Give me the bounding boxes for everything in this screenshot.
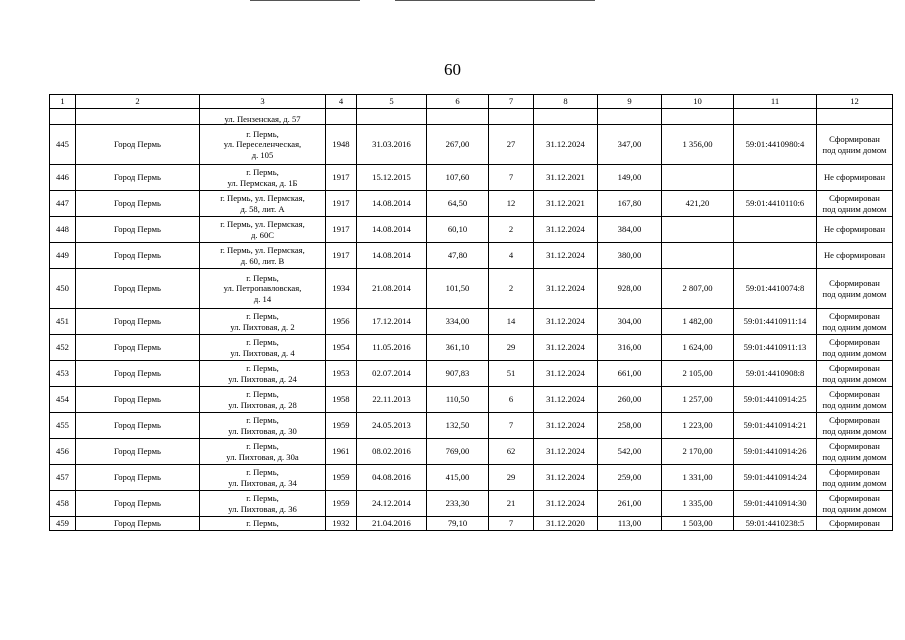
cell-col-12 <box>817 109 893 125</box>
cell-col-10: 1 223,00 <box>662 413 734 439</box>
top-rule-right <box>395 0 595 1</box>
cell-col-4: 1917 <box>326 243 357 269</box>
cell-col-7: 12 <box>489 191 534 217</box>
cell-col-12: Сформирован под одним домом <box>817 125 893 165</box>
cell-col-3: г. Пермь, ул. Пермская, д. 60, лит. В <box>200 243 326 269</box>
cell-col-4: 1961 <box>326 439 357 465</box>
cell-col-9: 304,00 <box>598 309 662 335</box>
cell-col-9: 260,00 <box>598 387 662 413</box>
page-number: 60 <box>444 60 461 79</box>
cell-col-7: 7 <box>489 517 534 531</box>
cell-col-2: Город Пермь <box>76 361 200 387</box>
table-row <box>50 517 893 531</box>
cell-col-2: Город Пермь <box>76 125 200 165</box>
cell-col-8: 31.12.2024 <box>534 269 598 309</box>
cell-col-10 <box>662 217 734 243</box>
cell-col-6: 110,50 <box>427 387 489 413</box>
cell-col-2: Город Пермь <box>76 517 200 531</box>
cell-col-8: 31.12.2024 <box>534 491 598 517</box>
cell-col-1: 1 <box>50 95 76 109</box>
cell-col-1: 447 <box>50 191 76 217</box>
cell-col-6: 361,10 <box>427 335 489 361</box>
cell-col-10: 1 356,00 <box>662 125 734 165</box>
cell-col-12: Не сформирован <box>817 243 893 269</box>
cell-col-1: 456 <box>50 439 76 465</box>
cell-col-4: 1917 <box>326 191 357 217</box>
cell-col-9: 167,80 <box>598 191 662 217</box>
cell-col-6: 132,50 <box>427 413 489 439</box>
cell-col-2: 2 <box>76 95 200 109</box>
cell-col-5 <box>357 109 427 125</box>
table-row <box>50 387 893 413</box>
cell-col-9: 928,00 <box>598 269 662 309</box>
cell-col-9: 258,00 <box>598 413 662 439</box>
cell-col-5: 14.08.2014 <box>357 217 427 243</box>
cell-col-3: г. Пермь, <box>200 517 326 531</box>
continued-row <box>50 109 893 125</box>
cell-col-8: 31.12.2024 <box>534 309 598 335</box>
cell-col-7 <box>489 109 534 125</box>
cell-col-1: 453 <box>50 361 76 387</box>
cell-col-12: Сформирован под одним домом <box>817 361 893 387</box>
cell-col-11: 59:01:4410074:8 <box>734 269 817 309</box>
cell-col-5: 11.05.2016 <box>357 335 427 361</box>
cell-col-11 <box>734 243 817 269</box>
table-body <box>50 95 893 531</box>
cell-col-3: ул. Пензенская, д. 57 <box>200 109 326 125</box>
cell-col-7: 29 <box>489 465 534 491</box>
cell-col-7: 21 <box>489 491 534 517</box>
table-row <box>50 243 893 269</box>
cell-col-4: 1956 <box>326 309 357 335</box>
cell-col-5: 08.02.2016 <box>357 439 427 465</box>
cell-col-12: Сформирован под одним домом <box>817 465 893 491</box>
column-number-row <box>50 95 893 109</box>
cell-col-9: 261,00 <box>598 491 662 517</box>
table-row <box>50 191 893 217</box>
cell-col-9: 149,00 <box>598 165 662 191</box>
cell-col-5: 02.07.2014 <box>357 361 427 387</box>
cell-col-8: 31.12.2024 <box>534 387 598 413</box>
cell-col-9: 113,00 <box>598 517 662 531</box>
cell-col-12: Сформирован под одним домом <box>817 491 893 517</box>
cell-col-7: 14 <box>489 309 534 335</box>
cell-col-2 <box>76 109 200 125</box>
cell-col-1: 452 <box>50 335 76 361</box>
cell-col-8: 31.12.2024 <box>534 243 598 269</box>
cell-col-7: 29 <box>489 335 534 361</box>
cell-col-2: Город Пермь <box>76 335 200 361</box>
cell-col-2: Город Пермь <box>76 217 200 243</box>
cell-col-4: 1917 <box>326 165 357 191</box>
cell-col-12: Сформирован под одним домом <box>817 439 893 465</box>
cell-col-11: 59:01:4410110:6 <box>734 191 817 217</box>
cell-col-11 <box>734 109 817 125</box>
cell-col-7: 2 <box>489 269 534 309</box>
cell-col-6: 907,83 <box>427 361 489 387</box>
cell-col-5: 14.08.2014 <box>357 191 427 217</box>
cell-col-4 <box>326 109 357 125</box>
cell-col-8: 8 <box>534 95 598 109</box>
cell-col-8: 31.12.2021 <box>534 165 598 191</box>
cell-col-3: г. Пермь, ул. Пихтовая, д. 30 <box>200 413 326 439</box>
cell-col-2: Город Пермь <box>76 439 200 465</box>
cell-col-11: 59:01:4410980:4 <box>734 125 817 165</box>
cell-col-10: 10 <box>662 95 734 109</box>
cell-col-9: 316,00 <box>598 335 662 361</box>
table-row <box>50 491 893 517</box>
cell-col-9: 661,00 <box>598 361 662 387</box>
cell-col-4: 1953 <box>326 361 357 387</box>
cell-col-11 <box>734 165 817 191</box>
cell-col-6 <box>427 109 489 125</box>
cell-col-8: 31.12.2024 <box>534 217 598 243</box>
table-row <box>50 361 893 387</box>
cell-col-7: 27 <box>489 125 534 165</box>
cell-col-3: г. Пермь, ул. Переселенческая, д. 105 <box>200 125 326 165</box>
cell-col-1: 448 <box>50 217 76 243</box>
cell-col-11: 59:01:4410914:25 <box>734 387 817 413</box>
cell-col-11: 59:01:4410238:5 <box>734 517 817 531</box>
table-row <box>50 217 893 243</box>
cell-col-11: 59:01:4410914:21 <box>734 413 817 439</box>
cell-col-11: 59:01:4410911:14 <box>734 309 817 335</box>
table-row <box>50 165 893 191</box>
cell-col-6: 267,00 <box>427 125 489 165</box>
cell-col-10: 2 105,00 <box>662 361 734 387</box>
cell-col-4: 1932 <box>326 517 357 531</box>
cell-col-1: 449 <box>50 243 76 269</box>
table-row <box>50 125 893 165</box>
cell-col-1: 446 <box>50 165 76 191</box>
cell-col-10: 1 503,00 <box>662 517 734 531</box>
cell-col-1: 450 <box>50 269 76 309</box>
cell-col-8: 31.12.2024 <box>534 465 598 491</box>
cell-col-11: 59:01:4410914:26 <box>734 439 817 465</box>
cell-col-7: 7 <box>489 95 534 109</box>
cell-col-12: Сформирован под одним домом <box>817 269 893 309</box>
cell-col-11: 59:01:4410911:13 <box>734 335 817 361</box>
cell-col-4: 1958 <box>326 387 357 413</box>
cell-col-8: 31.12.2024 <box>534 439 598 465</box>
cell-col-9: 347,00 <box>598 125 662 165</box>
cell-col-12: Сформирован под одним домом <box>817 191 893 217</box>
cell-col-4: 4 <box>326 95 357 109</box>
cell-col-5: 21.04.2016 <box>357 517 427 531</box>
cell-col-10 <box>662 243 734 269</box>
cell-col-3: г. Пермь, ул. Пихтовая, д. 36 <box>200 491 326 517</box>
cell-col-7: 4 <box>489 243 534 269</box>
cell-col-9: 9 <box>598 95 662 109</box>
cell-col-10 <box>662 109 734 125</box>
cell-col-4: 1934 <box>326 269 357 309</box>
cell-col-8 <box>534 109 598 125</box>
cell-col-10: 2 170,00 <box>662 439 734 465</box>
cell-col-3: г. Пермь, ул. Пермская, д. 60С <box>200 217 326 243</box>
cell-col-11: 59:01:4410908:8 <box>734 361 817 387</box>
cell-col-5: 14.08.2014 <box>357 243 427 269</box>
cell-col-2: Город Пермь <box>76 165 200 191</box>
cell-col-3: 3 <box>200 95 326 109</box>
cell-col-1: 459 <box>50 517 76 531</box>
cell-col-2: Город Пермь <box>76 491 200 517</box>
cell-col-2: Город Пермь <box>76 269 200 309</box>
cell-col-12: Сформирован <box>817 517 893 531</box>
cell-col-4: 1917 <box>326 217 357 243</box>
cell-col-2: Город Пермь <box>76 243 200 269</box>
cell-col-8: 31.12.2020 <box>534 517 598 531</box>
cell-col-6: 233,30 <box>427 491 489 517</box>
cell-col-6: 79,10 <box>427 517 489 531</box>
cell-col-7: 62 <box>489 439 534 465</box>
cell-col-12: Не сформирован <box>817 217 893 243</box>
cell-col-7: 7 <box>489 413 534 439</box>
cell-col-10: 2 807,00 <box>662 269 734 309</box>
cell-col-1: 451 <box>50 309 76 335</box>
cell-col-7: 6 <box>489 387 534 413</box>
cell-col-2: Город Пермь <box>76 465 200 491</box>
cell-col-2: Город Пермь <box>76 309 200 335</box>
cell-col-10 <box>662 165 734 191</box>
cell-col-1: 457 <box>50 465 76 491</box>
cell-col-8: 31.12.2024 <box>534 335 598 361</box>
table-row <box>50 309 893 335</box>
table-row <box>50 465 893 491</box>
cell-col-8: 31.12.2024 <box>534 125 598 165</box>
cell-col-5: 17.12.2014 <box>357 309 427 335</box>
cell-col-6: 769,00 <box>427 439 489 465</box>
cell-col-12: 12 <box>817 95 893 109</box>
cell-col-6: 6 <box>427 95 489 109</box>
cell-col-10: 421,20 <box>662 191 734 217</box>
cell-col-6: 101,50 <box>427 269 489 309</box>
cell-col-4: 1959 <box>326 491 357 517</box>
cell-col-6: 60,10 <box>427 217 489 243</box>
cell-col-2: Город Пермь <box>76 191 200 217</box>
cell-col-5: 24.05.2013 <box>357 413 427 439</box>
cell-col-12: Сформирован под одним домом <box>817 387 893 413</box>
cell-col-3: г. Пермь, ул. Пихтовая, д. 34 <box>200 465 326 491</box>
cell-col-5: 04.08.2016 <box>357 465 427 491</box>
cell-col-6: 334,00 <box>427 309 489 335</box>
cell-col-5: 22.11.2013 <box>357 387 427 413</box>
cell-col-10: 1 624,00 <box>662 335 734 361</box>
cell-col-9: 542,00 <box>598 439 662 465</box>
cell-col-6: 64,50 <box>427 191 489 217</box>
cell-col-12: Не сформирован <box>817 165 893 191</box>
table-row <box>50 413 893 439</box>
cell-col-4: 1959 <box>326 413 357 439</box>
top-rule-left <box>250 0 360 1</box>
cell-col-2: Город Пермь <box>76 413 200 439</box>
table-row <box>50 269 893 309</box>
cell-col-7: 7 <box>489 165 534 191</box>
cell-col-3: г. Пермь, ул. Петропавловская, д. 14 <box>200 269 326 309</box>
cell-col-3: г. Пермь, ул. Пермская, д. 1Б <box>200 165 326 191</box>
cell-col-5: 24.12.2014 <box>357 491 427 517</box>
cell-col-5: 21.08.2014 <box>357 269 427 309</box>
cell-col-11 <box>734 217 817 243</box>
cell-col-7: 2 <box>489 217 534 243</box>
cell-col-2: Город Пермь <box>76 387 200 413</box>
cell-col-1: 445 <box>50 125 76 165</box>
cell-col-6: 107,60 <box>427 165 489 191</box>
cell-col-10: 1 257,00 <box>662 387 734 413</box>
cell-col-12: Сформирован под одним домом <box>817 413 893 439</box>
cell-col-5: 5 <box>357 95 427 109</box>
cell-col-1: 454 <box>50 387 76 413</box>
cell-col-1: 455 <box>50 413 76 439</box>
cell-col-7: 51 <box>489 361 534 387</box>
cell-col-9 <box>598 109 662 125</box>
cell-col-4: 1959 <box>326 465 357 491</box>
cell-col-9: 259,00 <box>598 465 662 491</box>
cell-col-5: 15.12.2015 <box>357 165 427 191</box>
cell-col-8: 31.12.2021 <box>534 191 598 217</box>
table-row <box>50 439 893 465</box>
housing-register-table <box>49 94 893 531</box>
cell-col-9: 384,00 <box>598 217 662 243</box>
cell-col-8: 31.12.2024 <box>534 361 598 387</box>
cell-col-12: Сформирован под одним домом <box>817 335 893 361</box>
cell-col-11: 59:01:4410914:24 <box>734 465 817 491</box>
cell-col-8: 31.12.2024 <box>534 413 598 439</box>
cell-col-10: 1 331,00 <box>662 465 734 491</box>
cell-col-4: 1948 <box>326 125 357 165</box>
cell-col-4: 1954 <box>326 335 357 361</box>
cell-col-3: г. Пермь, ул. Пихтовая, д. 4 <box>200 335 326 361</box>
cell-col-6: 47,80 <box>427 243 489 269</box>
cell-col-11: 11 <box>734 95 817 109</box>
cell-col-3: г. Пермь, ул. Пихтовая, д. 30а <box>200 439 326 465</box>
cell-col-1: 458 <box>50 491 76 517</box>
cell-col-1 <box>50 109 76 125</box>
cell-col-3: г. Пермь, ул. Пихтовая, д. 2 <box>200 309 326 335</box>
cell-col-6: 415,00 <box>427 465 489 491</box>
cell-col-9: 380,00 <box>598 243 662 269</box>
cell-col-3: г. Пермь, ул. Пермская, д. 58, лит. А <box>200 191 326 217</box>
cell-col-10: 1 335,00 <box>662 491 734 517</box>
cell-col-3: г. Пермь, ул. Пихтовая, д. 28 <box>200 387 326 413</box>
cell-col-11: 59:01:4410914:30 <box>734 491 817 517</box>
cell-col-5: 31.03.2016 <box>357 125 427 165</box>
table-row <box>50 335 893 361</box>
cell-col-3: г. Пермь, ул. Пихтовая, д. 24 <box>200 361 326 387</box>
cell-col-10: 1 482,00 <box>662 309 734 335</box>
cell-col-12: Сформирован под одним домом <box>817 309 893 335</box>
